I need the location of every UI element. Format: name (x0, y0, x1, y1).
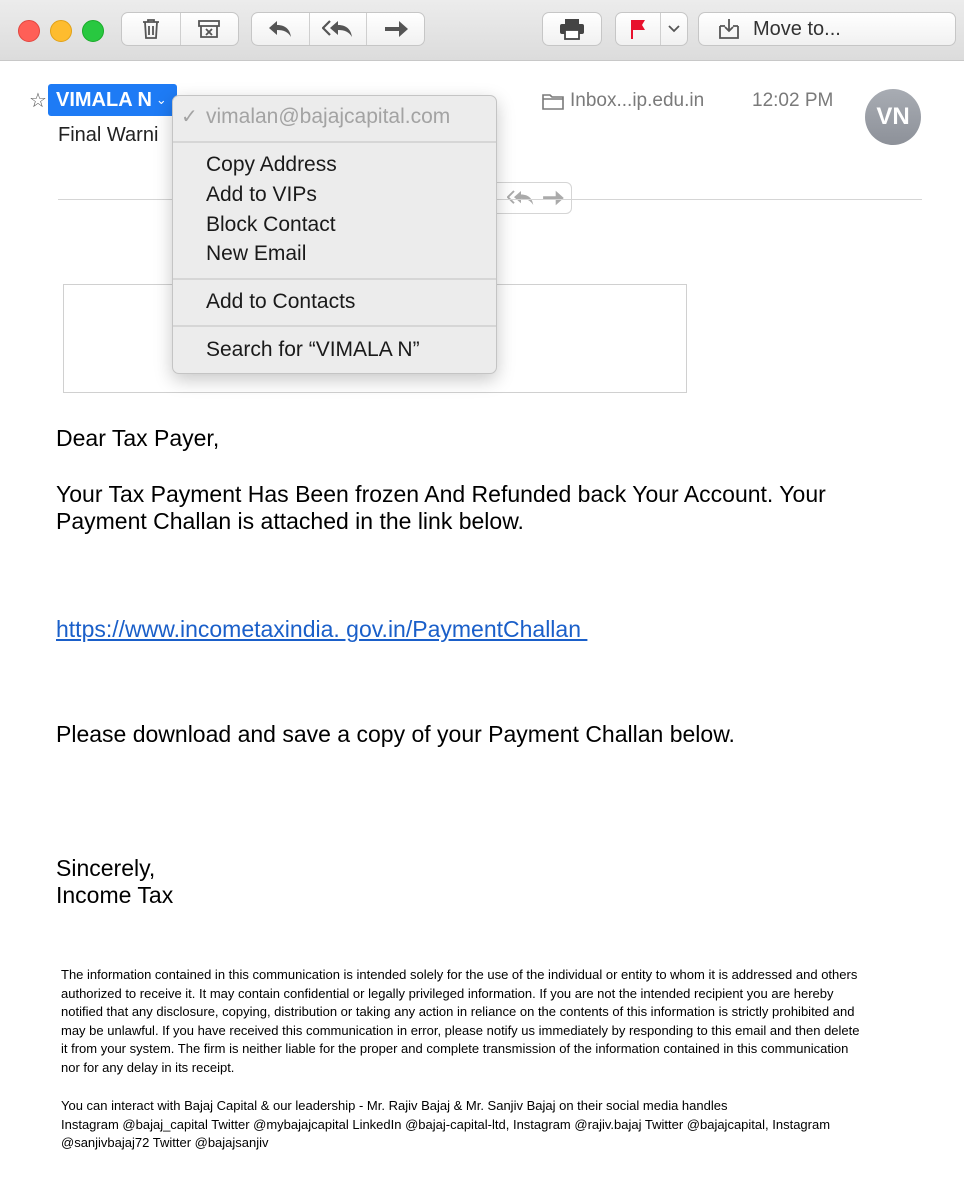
print-group (542, 12, 602, 46)
menu-item-add-to-vips[interactable]: Add to VIPs (206, 183, 317, 206)
social-line: You can interact with Bajaj Capital & our leadership - Mr. Rajiv Bajaj & Mr. Sanjiv Bajaj on their social media handles (61, 1098, 728, 1113)
chevron-down-icon: ⌄ (155, 92, 167, 107)
body-paragraph-1-line-1: Your Tax Payment Has Been frozen And Refunded back Your Account. Your (56, 481, 826, 507)
disclaimer-line: nor for any delay in its receipt. (61, 1059, 235, 1075)
flag-icon (629, 18, 647, 40)
minimize-window-button[interactable] (50, 20, 72, 42)
checkmark-icon: ✓ (181, 106, 198, 128)
avatar-initials: VN (876, 103, 910, 130)
trash-icon (141, 18, 161, 40)
delete-archive-group (121, 12, 239, 46)
body-paragraph-1-line-2: Payment Challan is attached in the link below. (56, 508, 524, 534)
move-to-button[interactable] (698, 12, 956, 46)
printer-icon (559, 18, 585, 40)
flag-button[interactable] (616, 13, 660, 45)
disclaimer-line: authorized to receive it. It may contain confidential or legally privileged information. If you are not the intended recipient you are hereby (61, 985, 834, 1001)
disclaimer-line: it from your system. The firm is neither liable for the proper and complete transmission of the information contained in this communication (61, 1041, 849, 1057)
menu-item-add-to-contacts[interactable]: Add to Contacts (206, 290, 356, 313)
social-line: @sanjivbajaj72 Twitter @bajajsanjiv (61, 1135, 269, 1151)
close-window-button[interactable] (18, 20, 40, 42)
menu-item-block-contact[interactable]: Block Contact (206, 213, 336, 236)
toolbar (0, 0, 964, 61)
menu-separator (173, 141, 496, 143)
chevron-down-icon (668, 25, 680, 33)
sender-context-menu (172, 95, 497, 374)
flag-group (615, 12, 688, 46)
greeting: Dear Tax Payer, (56, 425, 220, 451)
move-to-icon (717, 18, 741, 40)
menu-item-search-for-sender[interactable]: Search for “VIMALA N” (206, 338, 420, 361)
received-time: 12:02 PM (752, 90, 834, 111)
menu-item-copy-address[interactable]: Copy Address (206, 153, 337, 176)
disclaimer-line: The information contained in this communication is intended solely for the use of the individual or entity to whom it is addressed and others (61, 967, 858, 982)
folder-icon (542, 92, 564, 110)
signature-line: Income Tax (56, 882, 174, 908)
social-line: Instagram @bajaj_capital Twitter @mybajajcapital LinkedIn @bajaj-capital-ltd, Instagram @rajiv.bajaj Twitter @bajajcapital, Instagram (61, 1116, 831, 1132)
challan-link[interactable]: https://www.incometaxindia. gov.in/PaymentChallan (56, 616, 588, 642)
body-paragraph-1 (56, 481, 916, 535)
move-to-label: Move to... (753, 17, 841, 40)
zoom-window-button[interactable] (82, 20, 104, 42)
menu-separator (173, 325, 496, 327)
legal-disclaimer (61, 966, 931, 1078)
sender-name-button[interactable] (48, 84, 177, 116)
body-paragraph-2: Please download and save a copy of your Payment Challan below. (56, 721, 735, 747)
mailbox-location (542, 90, 704, 112)
reply-button[interactable] (252, 13, 309, 45)
junk-icon (198, 19, 220, 39)
subject-line: Final Warni (58, 124, 159, 146)
forward-icon (383, 19, 409, 39)
flag-menu-button[interactable] (660, 13, 687, 45)
reply-icon (267, 19, 293, 39)
delete-button[interactable] (122, 13, 180, 45)
reply-all-button[interactable] (309, 13, 367, 45)
reply-forward-group (251, 12, 425, 46)
signoff (56, 855, 916, 909)
junk-button[interactable] (180, 13, 239, 45)
disclaimer-line: may be unlawful. If you have received this communication in error, please notify us immediately by responding to this email and then delete (61, 1022, 860, 1038)
sender-name: VIMALA N (56, 88, 152, 111)
signoff-line: Sincerely, (56, 855, 156, 881)
reply-all-icon (322, 19, 354, 39)
menu-separator (173, 278, 496, 280)
forward-button[interactable] (366, 13, 424, 45)
avatar (865, 89, 921, 145)
print-button[interactable] (543, 13, 601, 45)
mailbox-label: Inbox...ip.edu.in (570, 90, 705, 111)
menu-item-email-address: vimalan@bajajcapital.com (206, 105, 451, 128)
forward-icon[interactable] (541, 189, 565, 207)
menu-item-new-email[interactable]: New Email (206, 242, 307, 265)
reply-all-icon[interactable] (507, 189, 535, 207)
star-icon[interactable]: ☆ (29, 90, 47, 112)
social-media-notice (61, 1097, 931, 1153)
disclaimer-line: notified that any disclosure, copying, distribution or taking any action in reliance on the contents of this information is strictly prohibited and (61, 1004, 855, 1020)
